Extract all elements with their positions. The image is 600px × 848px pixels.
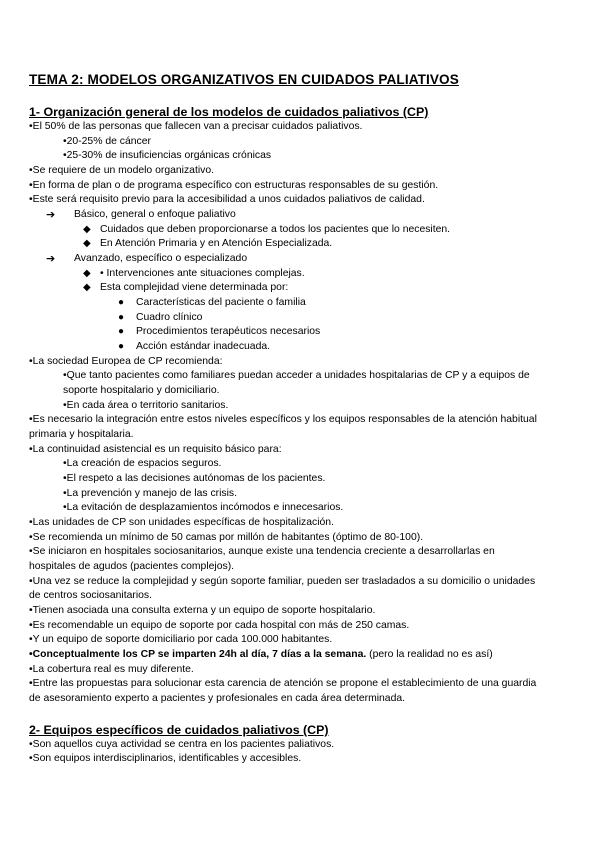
text-line: •Son equipos interdisciplinarios, identificables y accesibles. [29, 753, 302, 764]
text-line: •El 50% de las personas que fallecen van a precisar cuidados paliativos. [29, 121, 363, 132]
text-line: •Se requiere de un modelo organizativo. [29, 165, 215, 176]
text-line: •La prevención y manejo de las crisis. [63, 488, 238, 499]
diamond-bullet-icon: ◆ [83, 268, 91, 279]
text-line: •La creación de espacios seguros. [63, 458, 222, 469]
text-line: • Intervenciones ante situaciones complejas. [100, 268, 305, 279]
text-line: •Es recomendable un equipo de soporte por cada hospital con más de 250 camas. [29, 620, 410, 631]
note: (pero la realidad no es así) [366, 649, 493, 660]
text-line: •Que tanto pacientes como familiares puedan acceder a unidades hospitalarias de CP y a equipos de [63, 370, 530, 381]
section-1-heading: 1- Organización general de los modelos de cuidados paliativos (CP) [29, 105, 429, 119]
text-line: •Una vez se reduce la complejidad y según soporte familiar, pueden ser trasladados a su domicilio o unidades [29, 576, 536, 587]
text-line: •En forma de plan o de programa específico con estructuras responsables de su gestión. [29, 180, 439, 191]
diamond-bullet-icon: ◆ [83, 238, 91, 249]
bold-statement: •Conceptualmente los CP se imparten 24h al día, 7 días a la semana. [29, 649, 367, 660]
text-line: •Se iniciaron en hospitales sociosanitarios, aunque existe una tendencia creciente a desarrollarlas en [29, 546, 495, 557]
text-line: Avanzado, específico o especializado [74, 253, 248, 264]
text-line: •La evitación de desplazamientos incómodos e innecesarios. [63, 502, 344, 513]
arrow-icon: ➔ [46, 253, 56, 265]
text-line: Procedimientos terapéuticos necesarios [136, 326, 321, 337]
text-line: •Entre las propuestas para solucionar esta carencia de atención se propone el establecimiento de una guardia [29, 678, 537, 689]
text-line: Básico, general o enfoque paliativo [74, 209, 236, 220]
section-2-heading: 2- Equipos específicos de cuidados paliativos (CP) [29, 723, 329, 737]
text-line-emphasis [29, 648, 493, 663]
text-line: •El respeto a las decisiones autónomas de los pacientes. [63, 473, 326, 484]
text-line: •Tienen asociada una consulta externa y un equipo de soporte hospitalario. [29, 605, 376, 616]
text-line: Características del paciente o familia [136, 297, 306, 308]
text-line: •Es necesario la integración entre estos niveles específicos y los equipos responsables de la atención habitual [29, 414, 537, 425]
arrow-icon: ➔ [46, 209, 56, 221]
document-title: TEMA 2: MODELOS ORGANIZATIVOS EN CUIDADOS PALIATIVOS [29, 72, 459, 87]
text-line: Cuadro clínico [136, 312, 203, 323]
text-line: soporte hospitalario y domiciliario. [63, 385, 220, 396]
text-line: •20-25% de cáncer [63, 136, 151, 147]
text-line: •25-30% de insuficiencias orgánicas crónicas [63, 150, 272, 161]
text-line: •La cobertura real es muy diferente. [29, 664, 194, 675]
dot-bullet-icon: ● [118, 326, 125, 337]
text-line: •Son aquellos cuya actividad se centra en los pacientes paliativos. [29, 739, 335, 750]
text-line: Esta complejidad viene determinada por: [100, 282, 289, 293]
text-line: En Atención Primaria y en Atención Especializada. [100, 238, 333, 249]
text-line: Cuidados que deben proporcionarse a todos los pacientes que lo necesiten. [100, 224, 451, 235]
text-line: •Y un equipo de soporte domiciliario por cada 100.000 habitantes. [29, 634, 333, 645]
text-line: •Este será requisito previo para la accesibilidad a unos cuidados paliativos de calidad. [29, 194, 425, 205]
dot-bullet-icon: ● [118, 341, 125, 352]
text-line: primaria y hospitalaria. [29, 429, 134, 440]
diamond-bullet-icon: ◆ [83, 282, 91, 293]
text-line: Acción estándar inadecuada. [136, 341, 271, 352]
dot-bullet-icon: ● [118, 312, 125, 323]
dot-bullet-icon: ● [118, 297, 125, 308]
text-line: de centros sociosanitarios. [29, 590, 153, 601]
text-line: •En cada área o territorio sanitarios. [63, 400, 229, 411]
text-line: •La sociedad Europea de CP recomienda: [29, 356, 223, 367]
text-line: hospitales de agudos (pacientes complejos). [29, 561, 235, 572]
diamond-bullet-icon: ◆ [83, 224, 91, 235]
text-line: •Las unidades de CP son unidades específicas de hospitalización. [29, 517, 334, 528]
text-line: •La continuidad asistencial es un requisito básico para: [29, 444, 282, 455]
text-line: de asesoramiento experto a pacientes y profesionales en cada área determinada. [29, 693, 406, 704]
text-line: •Se recomienda un mínimo de 50 camas por millón de habitantes (óptimo de 80-100). [29, 532, 424, 543]
